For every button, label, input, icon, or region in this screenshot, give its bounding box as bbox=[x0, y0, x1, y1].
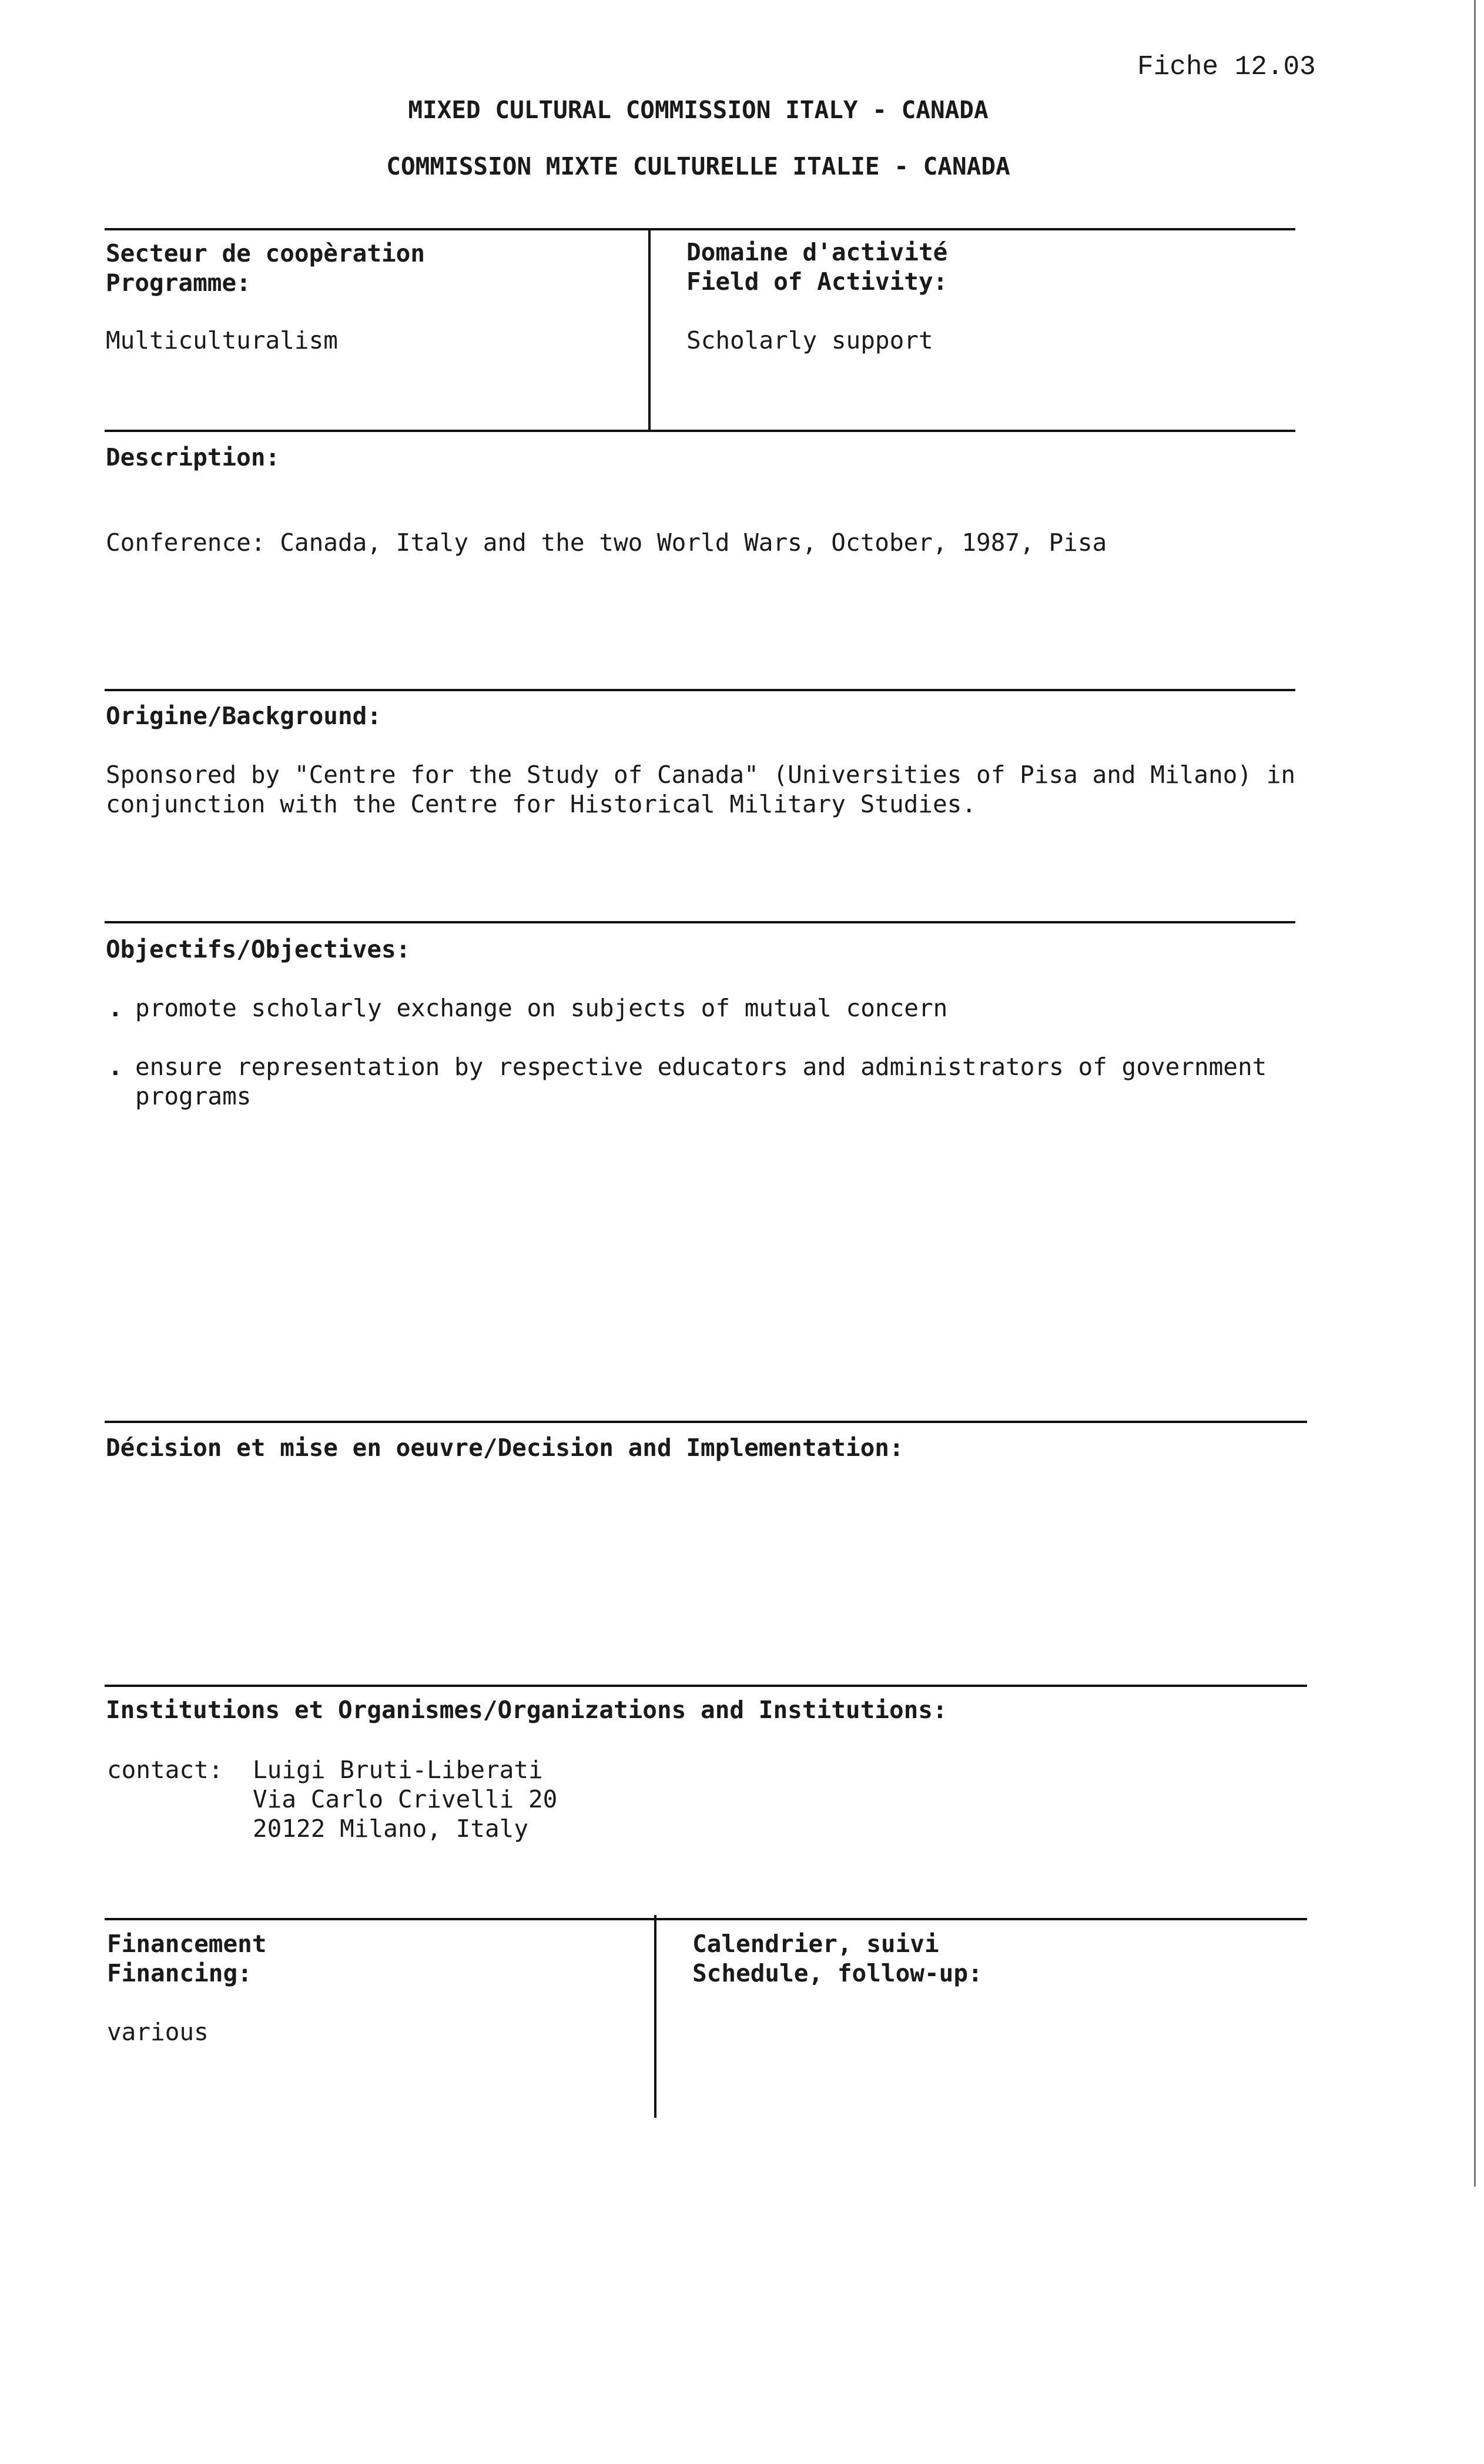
objective-bullet: . bbox=[108, 994, 123, 1022]
divider-decision bbox=[105, 1421, 1307, 1423]
field-label-en: Field of Activity: bbox=[686, 267, 948, 296]
financing-label-fr: Financement bbox=[107, 1930, 267, 1958]
schedule-label-en: Schedule, follow-up: bbox=[692, 1959, 983, 1987]
divider-institutions bbox=[105, 1685, 1307, 1687]
sector-value: Multiculturalism bbox=[106, 326, 338, 354]
field-value: Scholarly support bbox=[686, 326, 933, 354]
divider-objectives bbox=[105, 921, 1295, 923]
title-english: MIXED CULTURAL COMMISSION ITALY - CANADA bbox=[408, 96, 989, 124]
decision-label: Décision et mise en oeuvre/Decision and Implementation: bbox=[106, 1434, 904, 1462]
contact-label: contact: bbox=[107, 1756, 223, 1784]
divider-sector-field bbox=[648, 228, 651, 431]
financing-label-en: Financing: bbox=[107, 1959, 252, 1987]
fiche-number: Fiche 12.03 bbox=[1137, 52, 1316, 82]
background-line-2: conjunction with the Centre for Historical Military Studies. bbox=[106, 790, 977, 818]
contact-street: Via Carlo Crivelli 20 bbox=[253, 1785, 558, 1813]
scan-edge bbox=[1474, 0, 1476, 2187]
title-french: COMMISSION MIXTE CULTURELLE ITALIE - CANADA bbox=[386, 152, 1010, 180]
objective-item-2-line-2: programs bbox=[135, 1082, 252, 1110]
divider-background bbox=[105, 689, 1295, 691]
objective-item-2-line-1: ensure representation by respective educators and administrators of government bbox=[135, 1053, 1267, 1081]
objective-item-1: promote scholarly exchange on subjects of mutual concern bbox=[135, 994, 948, 1022]
objective-bullet: . bbox=[108, 1053, 123, 1081]
background-line-1: Sponsored by "Centre for the Study of Canada" (Universities of Pisa and Milano) in bbox=[106, 761, 1296, 789]
description-label: Description: bbox=[106, 443, 280, 471]
schedule-label-fr: Calendrier, suivi bbox=[692, 1930, 939, 1958]
institutions-label: Institutions et Organismes/Organizations and Institutions: bbox=[106, 1696, 947, 1724]
divider-description bbox=[105, 430, 1295, 432]
financing-value: various bbox=[107, 2018, 209, 2046]
field-label-fr: Domaine d'activité bbox=[686, 238, 948, 266]
description-text: Conference: Canada, Italy and the two World Wars, October, 1987, Pisa bbox=[106, 528, 1107, 557]
contact-name: Luigi Bruti-Liberati bbox=[253, 1756, 543, 1784]
divider-financing bbox=[105, 1918, 1307, 1920]
sector-label-en: Programme: bbox=[106, 269, 251, 297]
background-label: Origine/Background: bbox=[106, 702, 381, 730]
contact-city: 20122 Milano, Italy bbox=[253, 1814, 528, 1843]
divider-top bbox=[105, 228, 1295, 230]
sector-label-fr: Secteur de coopèration bbox=[106, 239, 426, 267]
divider-financing-schedule bbox=[654, 1915, 656, 2118]
objectives-label: Objectifs/Objectives: bbox=[106, 935, 411, 963]
